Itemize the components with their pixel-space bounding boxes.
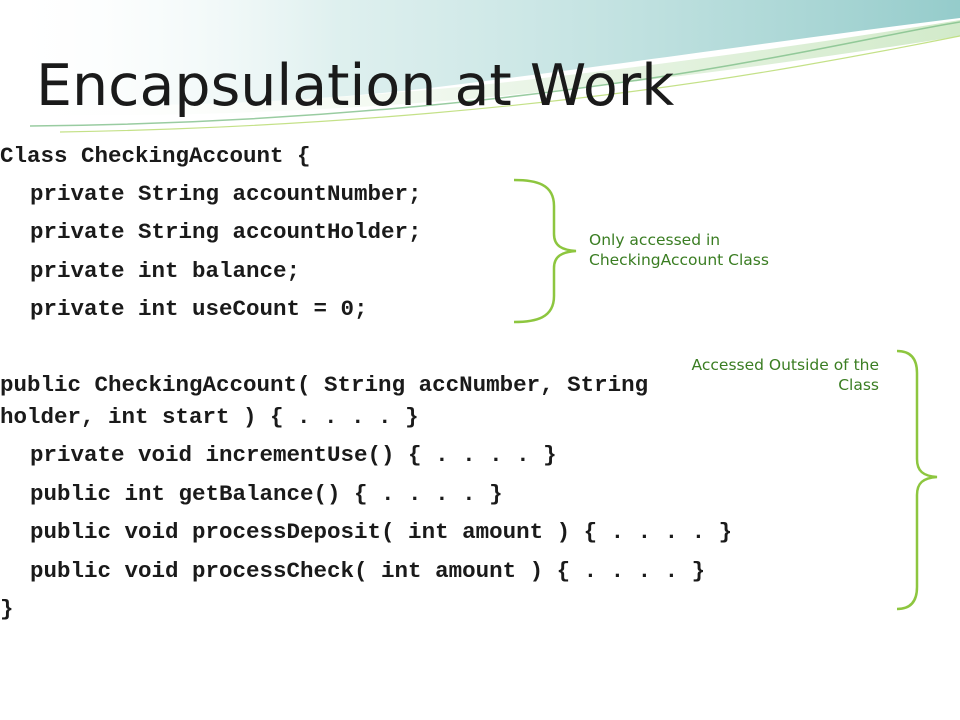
code-method-get-balance: public int getBalance() { . . . . } xyxy=(30,481,503,507)
private-members-brace xyxy=(510,176,580,326)
code-method-process-check: public void processCheck( int amount ) { . . . . } xyxy=(30,558,706,584)
slide-title: Encapsulation at Work xyxy=(36,53,675,119)
private-note-line-1: Only accessed in xyxy=(589,231,721,249)
code-field-use-count: private int useCount = 0; xyxy=(30,296,368,322)
code-field-balance: private int balance; xyxy=(30,258,301,284)
code-method-increment-use: private void incrementUse() { . . . . } xyxy=(30,442,557,468)
code-field-account-number: private String accountNumber; xyxy=(30,181,422,207)
code-constructor-line-1: public CheckingAccount( String accNumber, String xyxy=(0,372,649,398)
code-closing-brace: } xyxy=(0,596,14,622)
private-note-line-2: CheckingAccount Class xyxy=(589,251,769,269)
public-members-brace xyxy=(893,347,943,613)
code-constructor-line-2: holder, int start ) { . . . . } xyxy=(0,404,419,430)
public-note-line-2: Class xyxy=(838,376,879,394)
code-field-account-holder: private String accountHolder; xyxy=(30,219,422,245)
code-method-process-deposit: public void processDeposit( int amount ) { . . . . } xyxy=(30,519,733,545)
public-note-line-1: Accessed Outside of the xyxy=(691,356,879,374)
code-class-declaration: Class CheckingAccount { xyxy=(0,143,311,169)
